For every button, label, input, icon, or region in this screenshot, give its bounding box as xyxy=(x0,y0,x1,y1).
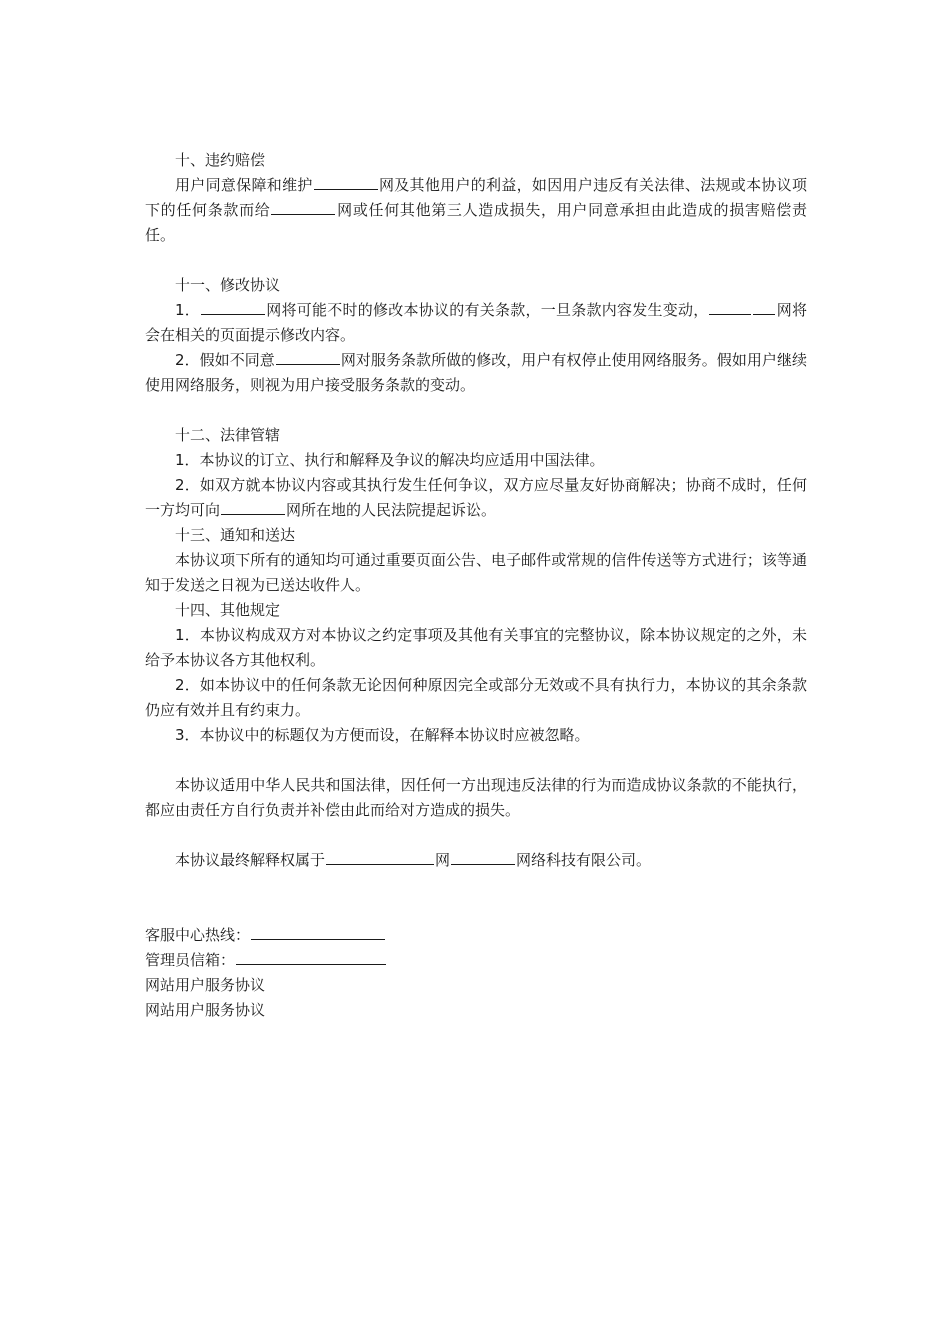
section-11-item-1: 1． 网将可能不时的修改本协议的有关条款，一旦条款内容发生变动， 网将会在相关的页面提示修改内容。 xyxy=(145,298,807,348)
governing-law-paragraph: 本协议适用中华人民共和国法律，因任何一方出现违反法律的行为而造成协议条款的不能执行，都应由责任方自行负责并补偿由此而给对方造成的损失。 xyxy=(145,776,807,819)
section-14-item-3: 3．本协议中的标题仅为方便而设，在解释本协议时应被忽略。 xyxy=(175,726,590,744)
section-10-paragraph: 用户同意保障和维护 网及其他用户的利益，如因用户违反有关法律、法规或本协议项下的任何条款而给 网或任何其他第三人造成损失，用户同意承担由此造成的损害赔偿责任。 xyxy=(145,173,807,248)
section-13-heading: 十三、通知和送达 xyxy=(175,526,296,544)
section-12-item-2: 2．如双方就本协议内容或其执行发生任何争议，双方应尽量友好协商解决；协商不成时，任何一方均可向 网所在地的人民法院提起诉讼。 xyxy=(145,476,807,519)
section-12-item-1: 1．本协议的订立、执行和解释及争议的解决均应适用中国法律。 xyxy=(175,451,605,469)
footer-title: 网站用户服务协议 xyxy=(145,976,266,994)
section-11-item-2: 2．假如不同意 网对服务条款所做的修改，用户有权停止使用网络服务。假如用户继续使用网络服务，则视为用户接受服务条款的变动。 xyxy=(145,348,807,398)
blank-underline xyxy=(221,498,285,515)
footer-title: 网站用户服务协议 xyxy=(145,1001,266,1019)
blank-underline xyxy=(709,298,751,315)
blank-underline xyxy=(236,948,386,965)
blank-underline xyxy=(201,298,265,315)
section-10-heading: 十、违约赔偿 xyxy=(175,151,266,169)
section-14-item-1: 1．本协议构成双方对本协议之约定事项及其他有关事宜的完整协议，除本协议规定的之外，未给予本协议各方其他权利。 xyxy=(145,626,807,669)
document-page xyxy=(145,148,807,1023)
section-12-heading: 十二、法律管辖 xyxy=(175,426,281,444)
blank-underline xyxy=(276,348,340,365)
section-14-heading: 十四、其他规定 xyxy=(175,601,281,619)
section-13-paragraph: 本协议项下所有的通知均可通过重要页面公告、电子邮件或常规的信件传送等方式进行；该等通知于发送之日视为已送达收件人。 xyxy=(145,551,807,594)
section-14-item-2: 2．如本协议中的任何条款无论因何种原因完全或部分无效或不具有执行力，本协议的其余条款仍应有效并且有约束力。 xyxy=(145,676,807,719)
email-line: 管理员信箱： xyxy=(145,948,807,973)
section-11-heading: 十一、修改协议 xyxy=(175,276,281,294)
final-interpretation-paragraph: 本协议最终解释权属于 网 网络科技有限公司。 xyxy=(145,848,807,873)
blank-underline xyxy=(314,173,378,190)
blank-underline xyxy=(451,848,515,865)
blank-underline xyxy=(753,298,775,315)
blank-underline xyxy=(326,848,434,865)
blank-underline xyxy=(271,198,335,215)
blank-underline xyxy=(251,923,385,940)
hotline-line: 客服中心热线： xyxy=(145,923,807,948)
